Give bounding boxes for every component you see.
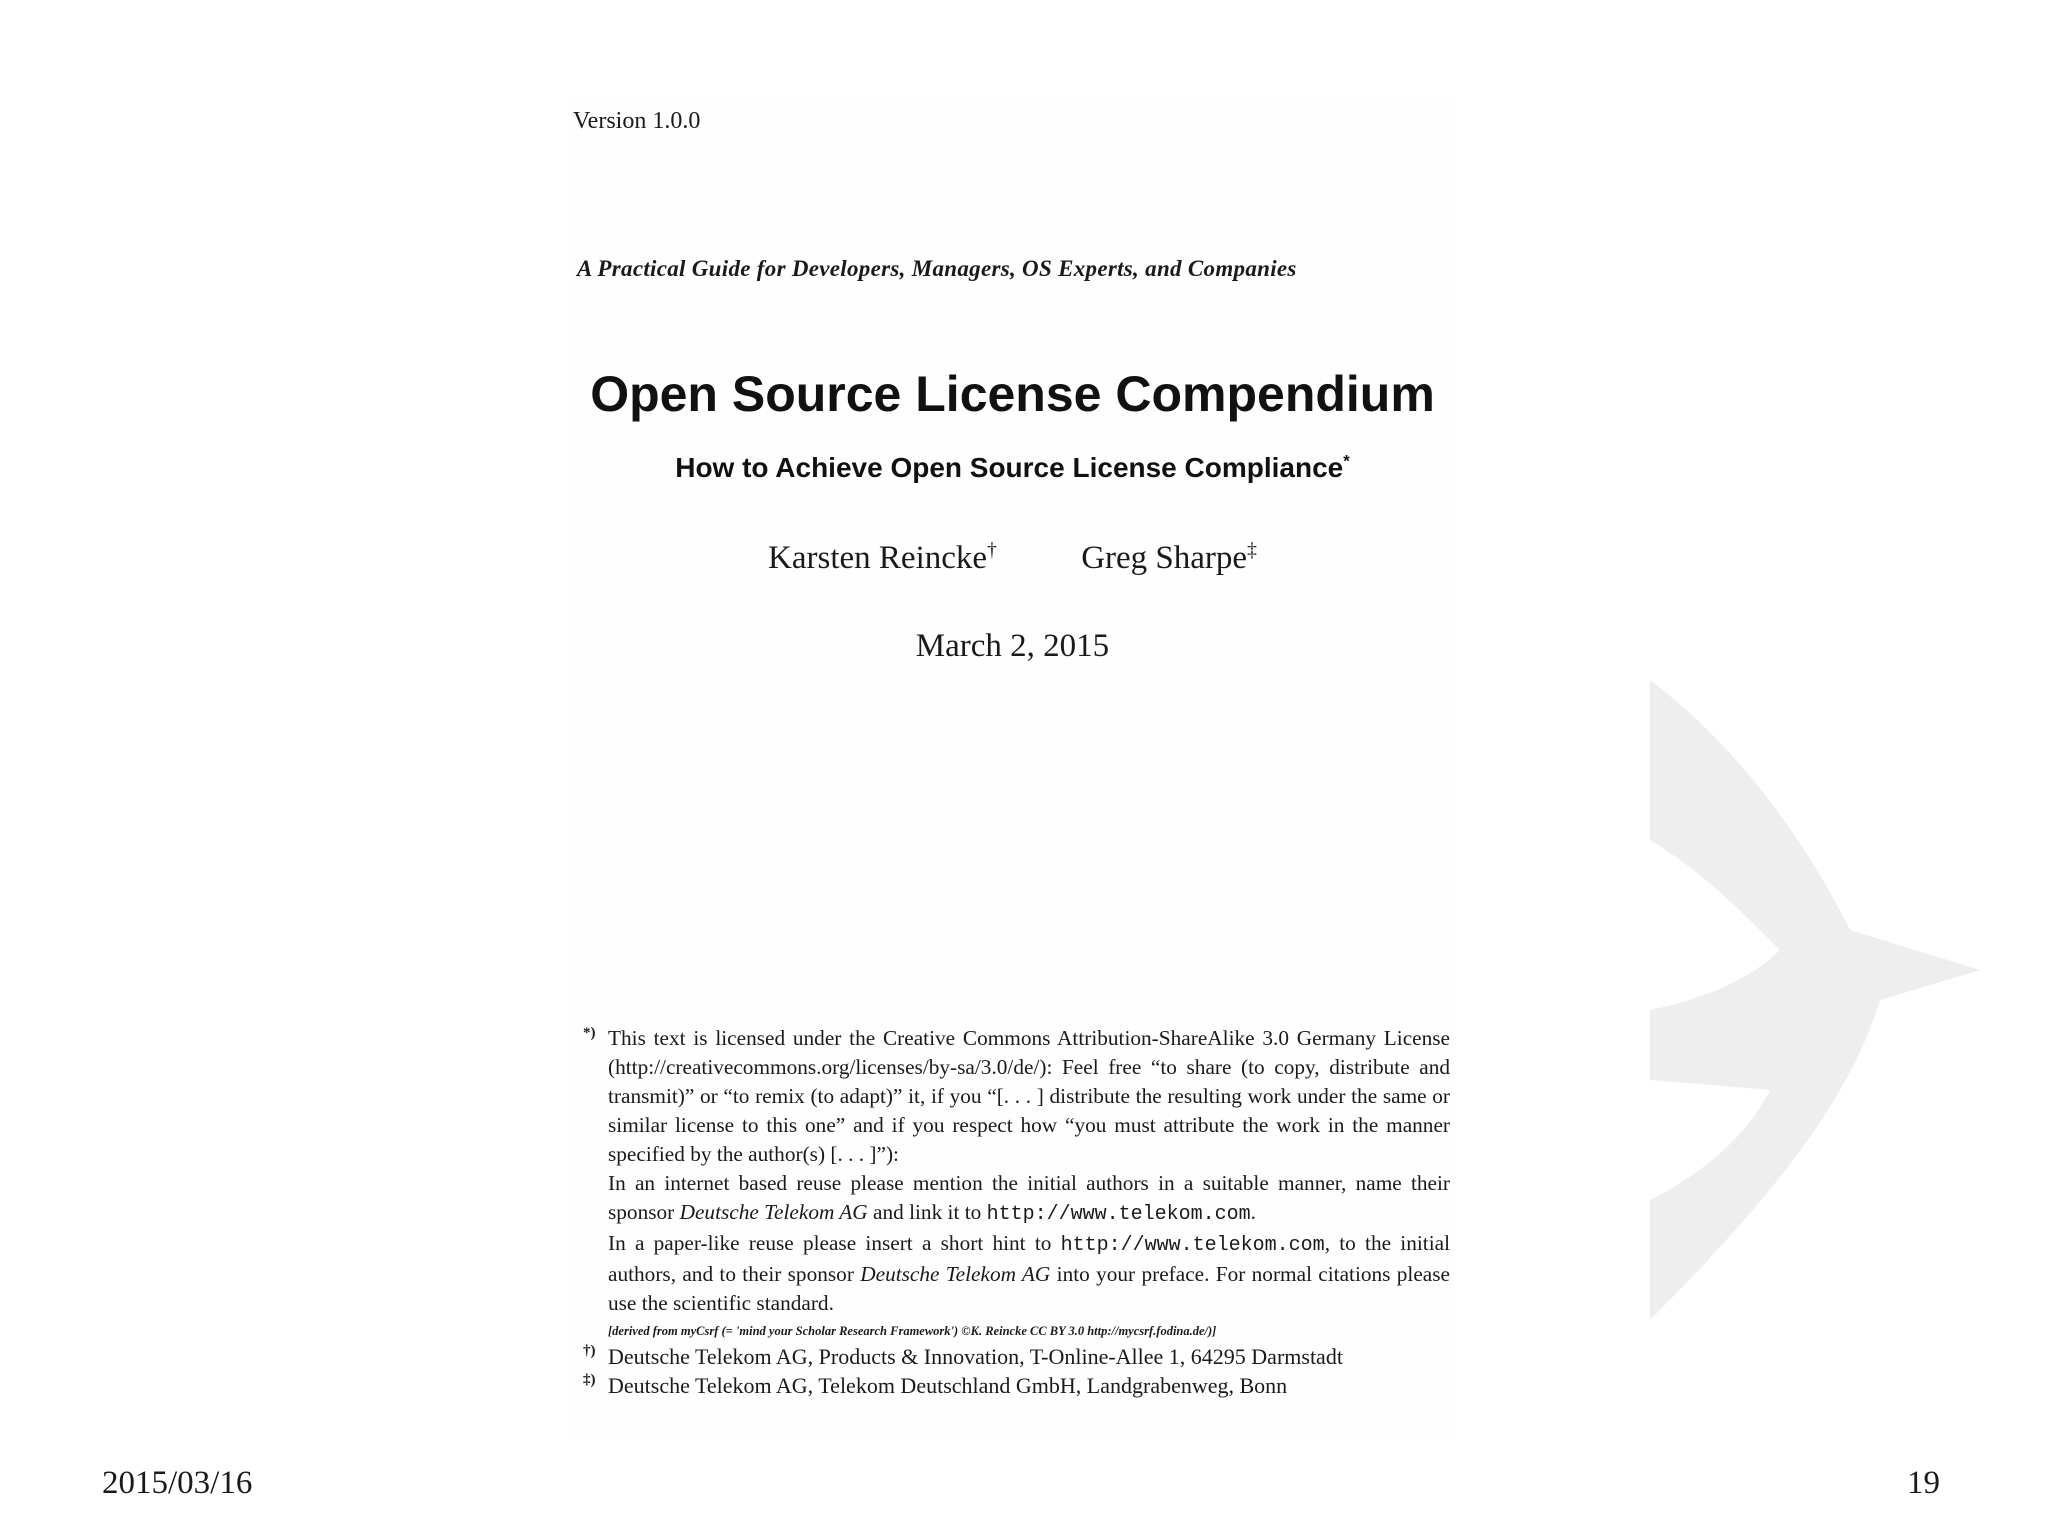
footnote-mark: *) xyxy=(583,1025,596,1041)
document-date: March 2, 2015 xyxy=(915,628,1110,664)
author-mark: † xyxy=(987,539,997,561)
author-mark: ‡ xyxy=(1247,539,1257,561)
author-name: Karsten Reincke xyxy=(768,540,988,576)
footnote-internet-reuse-c: . xyxy=(1250,1200,1256,1224)
telekom-url: http://www.telekom.com xyxy=(1060,1234,1325,1257)
slide-page-number: 19 xyxy=(1907,1465,1940,1501)
version-label: Version 1.0.0 xyxy=(573,108,701,134)
footnote-paper-reuse-c: into your preface. For normal citations please use the scientific standard. xyxy=(608,1262,1450,1315)
author xyxy=(768,540,997,577)
sponsor-name: Deutsche Telekom AG xyxy=(679,1200,868,1224)
license-footnote xyxy=(585,1024,1450,1400)
document-tagline: A Practical Guide for Developers, Managers, OS Experts, and Companies xyxy=(577,256,1297,281)
document-title: Open Source License Compendium xyxy=(590,366,1435,422)
author-name: Greg Sharpe xyxy=(1081,540,1248,576)
footnote-body xyxy=(608,1024,1450,1318)
affiliation-text: Deutsche Telekom AG, Products & Innovation, T-Online-Allee 1, 64295 Darmstadt xyxy=(608,1344,1343,1369)
footnote-license-text: This text is licensed under the Creative Commons Attribution-ShareAlike 3.0 Germany License (http://creativecommons.org/licenses/by-sa/3.0/de/): Feel free “to share (to copy, distribute and transmit)” or “to remix (to adapt)” it, if you “[. . . ] distribute the resulting work under the same or similar license to this one” and if you respect how “you must attribute the work in the manner specified by the author(s) [. . . ]”): xyxy=(608,1026,1450,1166)
affiliation xyxy=(585,1342,1450,1371)
derived-note: [derived from myCsrf (= 'mind your Scholar Research Framework') ©K. Reincke CC BY 3.0 http://mycsrf.fodina.de/)] xyxy=(608,1324,1217,1338)
footnote-internet-reuse-b: and link it to xyxy=(867,1200,987,1224)
footnote-paper-reuse-a: In a paper-like reuse please insert a short hint to xyxy=(608,1231,1061,1255)
footnote-internet-reuse-a: In an internet based reuse please mention the initial authors in a suitable manner, name their sponsor xyxy=(608,1171,1450,1224)
affiliation xyxy=(585,1371,1450,1400)
author xyxy=(1081,540,1257,577)
slide-date: 2015/03/16 xyxy=(102,1465,253,1501)
affiliation-mark: ‡) xyxy=(583,1372,596,1388)
footnote-paper-reuse-b: , to the initial authors, and to their sponsor xyxy=(608,1231,1450,1286)
sponsor-name: Deutsche Telekom AG xyxy=(860,1262,1051,1286)
subtitle-text: How to Achieve Open Source License Compliance xyxy=(675,452,1344,483)
subtitle-footnote-mark: * xyxy=(1343,451,1350,471)
watermark-logo xyxy=(1650,680,1980,1340)
document-subtitle xyxy=(570,452,1455,484)
author-list xyxy=(570,540,1455,577)
telekom-url: http://www.telekom.com xyxy=(986,1203,1251,1226)
affiliation-text: Deutsche Telekom AG, Telekom Deutschland GmbH, Landgrabenweg, Bonn xyxy=(608,1373,1288,1398)
affiliation-mark: †) xyxy=(583,1343,596,1359)
